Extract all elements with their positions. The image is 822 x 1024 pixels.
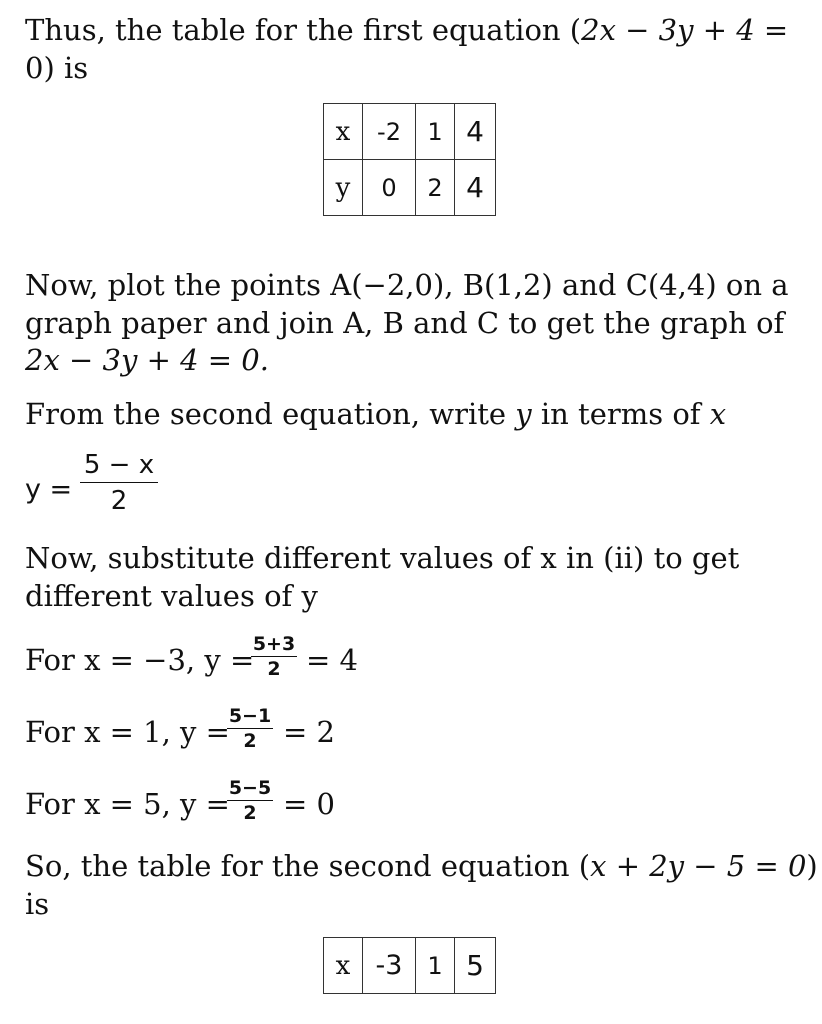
- table-cell: 5: [455, 938, 496, 994]
- first-equation: 2x − 3y + 4 =: [581, 13, 789, 47]
- substitute-line-1: Now, substitute different values of x in (ii) to get: [25, 541, 740, 575]
- plot-line-1: Now, plot the points A(−2,0), B(1,2) and C(4,4) on a: [25, 268, 789, 302]
- table-cell: x: [324, 104, 363, 160]
- first-equation-end: 0: [25, 51, 44, 85]
- table-cell: x: [324, 938, 363, 994]
- values-table-first-equation: [323, 103, 496, 216]
- table-cell: 2: [416, 160, 455, 216]
- calc-fraction-1: [245, 633, 303, 680]
- calc-result-2: = 2: [283, 715, 335, 749]
- intro-line-2: [25, 50, 88, 86]
- table-cell: y: [324, 160, 363, 216]
- intro-line-1: [25, 12, 788, 48]
- table-cell: 0: [363, 160, 416, 216]
- variable-x: x: [709, 397, 727, 431]
- second-equation-sentence: [25, 396, 726, 432]
- fraction-bar: [227, 800, 273, 801]
- table-cell: 4: [455, 104, 496, 160]
- calc-numerator: 5−5: [228, 777, 272, 799]
- variable-y: y: [515, 397, 532, 431]
- formula-denominator: 2: [110, 486, 128, 516]
- table-row-x: [324, 938, 496, 994]
- plot-line-2: graph paper and join A, B and C to get the graph of: [25, 306, 785, 340]
- table-cell: 4: [455, 160, 496, 216]
- plot-line-3: 2x − 3y + 4 = 0.: [25, 343, 269, 377]
- formula-lhs: y =: [25, 474, 73, 505]
- intro-text-end: ) is: [43, 51, 89, 85]
- outro-text: So, the table for the second equation (: [25, 849, 591, 883]
- calc-result-1: = 4: [306, 643, 358, 677]
- intro-text: Thus, the table for the first equation (: [25, 13, 582, 47]
- table-cell: 1: [416, 104, 455, 160]
- table-cell: -2: [363, 104, 416, 160]
- sentence-part: in terms of: [531, 397, 710, 431]
- outro-line-1: [25, 848, 818, 884]
- table-row-x: [324, 104, 496, 160]
- calc-result-3: = 0: [283, 787, 335, 821]
- table-cell: 1: [416, 938, 455, 994]
- outro-close: ): [806, 849, 818, 883]
- calc-denominator: 2: [243, 802, 257, 824]
- fraction-bar: [251, 656, 297, 657]
- values-table-second-equation: [323, 937, 496, 994]
- formula-numerator: 5 − x: [83, 450, 155, 480]
- calc-prefix-2: For x = 1, y =: [25, 715, 230, 749]
- sentence-part: From the second equation, write: [25, 397, 516, 431]
- fraction-bar: [227, 728, 273, 729]
- substitute-line-2: different values of y: [25, 579, 318, 613]
- calc-fraction-3: [221, 777, 279, 824]
- calc-numerator: 5−1: [228, 705, 272, 727]
- calc-denominator: 2: [243, 730, 257, 752]
- calc-numerator: 5+3: [252, 633, 296, 655]
- calc-fraction-2: [221, 705, 279, 752]
- calc-prefix-3: For x = 5, y =: [25, 787, 230, 821]
- calc-denominator: 2: [267, 658, 281, 680]
- second-equation: x + 2y − 5 = 0: [590, 849, 807, 883]
- formula-fraction: [80, 448, 158, 519]
- table-row-y: [324, 160, 496, 216]
- outro-line-2: is: [25, 887, 50, 921]
- table-cell: -3: [363, 938, 416, 994]
- calc-prefix-1: For x = −3, y =: [25, 643, 255, 677]
